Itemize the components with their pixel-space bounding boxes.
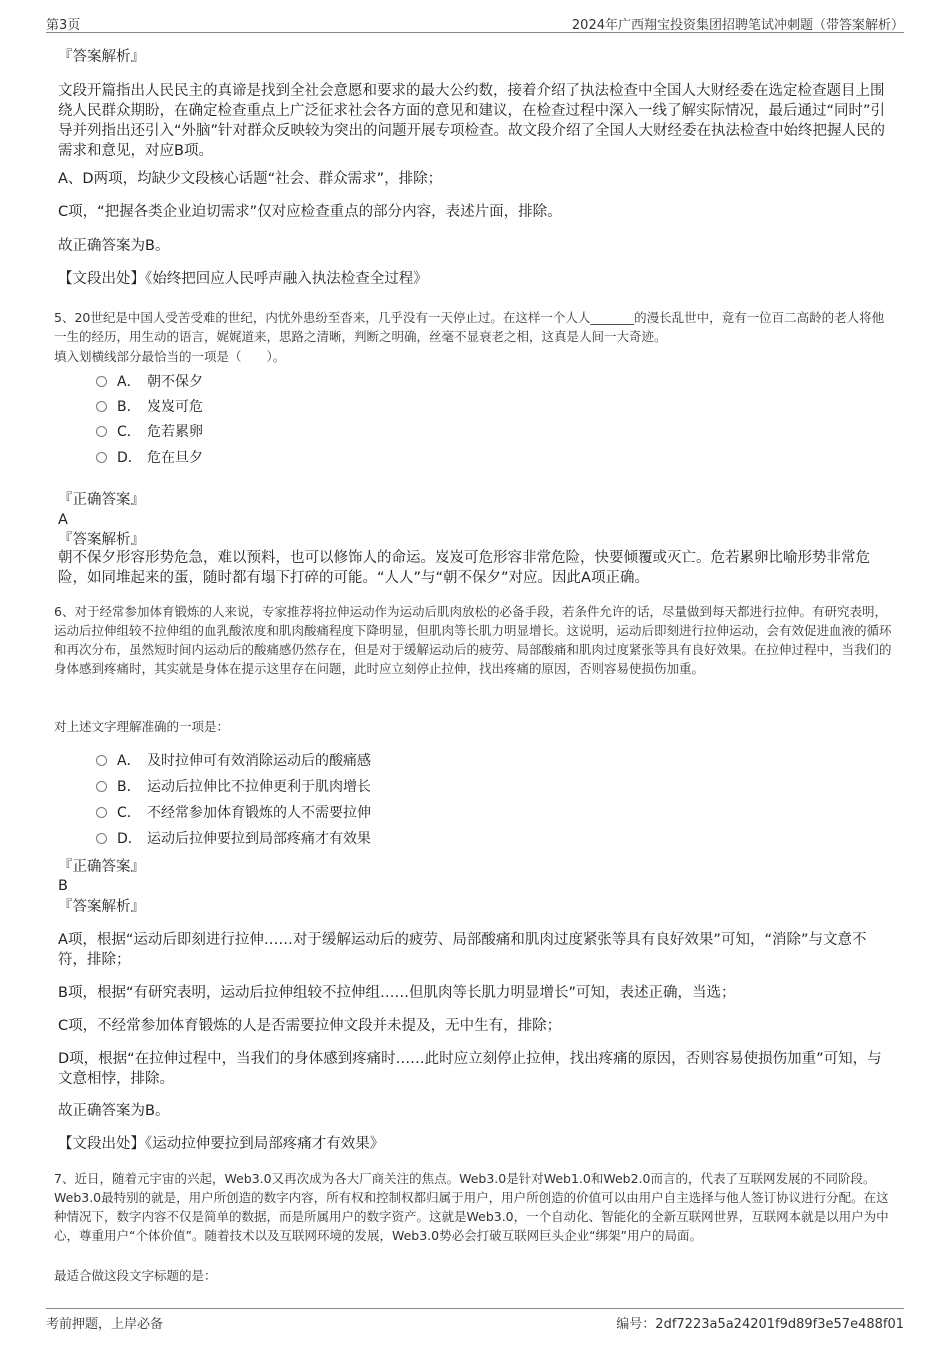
option-text: 不经常参加体育锻炼的人不需要拉伸 — [147, 805, 371, 821]
q6-option-b[interactable]: B． 运动后拉伸比不拉伸更利于肌肉增长 — [96, 777, 371, 797]
q6-answer: B — [58, 878, 68, 894]
q6-analysis-a: A项，根据“运动后即刻进行拉伸……对于缓解运动后的疲劳、局部酸痛和肌肉过度紧张等具有良好效果”可知，“消除”与文意不符，排除； — [58, 932, 867, 968]
q6-option-d[interactable]: D． 运动后拉伸要拉到局部疼痛才有效果 — [96, 829, 371, 849]
option-text: 危在旦夕 — [147, 450, 203, 466]
q5-answer: A — [58, 512, 68, 528]
q6-analysis-label: 『答案解析』 — [58, 899, 145, 915]
q4-analysis-text: 文段开篇指出人民民主的真谛是找到全社会意愿和要求的最大公约数，接着介绍了执法检查中全国人大财经委在选定检查题目上围绕人民群众期盼，在确定检查重点上广泛征求社会各方面的意见和建议，在检查过程中深入一线了解实际情况，最后通过“同时”引导并列指出还引入“外脑”针对群众反映较为突出的问题开展专项检查。故文段介绍了全国人大财经委在执法检查中始终把握人民的需求和意见，对应B项。 — [58, 83, 886, 159]
option-text: 危若累卵 — [147, 424, 203, 440]
q5-analysis: 朝不保夕形容形势危急，难以预料，也可以修饰人的命运。岌岌可危形容非常危险，快要倾覆或灭亡。危若累卵比喻形势非常危险，如同堆起来的蛋，随时都有塌下打碎的可能。“人人”与“朝不保夕”对应。因此A项正确。 — [58, 550, 870, 586]
radio-icon[interactable] — [96, 376, 107, 387]
q5-answer-label: 『正确答案』 — [58, 492, 145, 508]
page-header — [46, 8, 904, 33]
page-footer — [46, 1308, 904, 1331]
document-id: 编号：2df7223a5a24201f9d89f3e57e488f01 — [616, 1317, 904, 1332]
radio-icon[interactable] — [96, 807, 107, 818]
radio-icon[interactable] — [96, 426, 107, 437]
q7-prompt: 最适合做这段文字标题的是： — [54, 1268, 217, 1283]
q5-option-b[interactable]: B． 岌岌可危 — [96, 397, 203, 417]
footer-slogan: 考前押题，上岸必备 — [46, 1317, 164, 1332]
q4-line-c: C项，“把握各类企业迫切需求”仅对应检查重点的部分内容，表述片面，排除。 — [58, 204, 562, 220]
q6-option-a[interactable]: A． 及时拉伸可有效消除运动后的酸痛感 — [96, 751, 371, 771]
q5-option-c[interactable]: C． 危若累卵 — [96, 422, 203, 442]
radio-icon[interactable] — [96, 401, 107, 412]
radio-icon[interactable] — [96, 833, 107, 844]
q6-prompt: 对上述文字理解准确的一项是： — [54, 719, 230, 734]
q5-option-d[interactable]: D． 危在旦夕 — [96, 448, 203, 468]
q6-source: 【文段出处】《运动拉伸要拉到局部疼痛才有效果》 — [58, 1136, 385, 1152]
q5-analysis-label: 『答案解析』 — [58, 532, 145, 548]
q5-option-a[interactable]: A． 朝不保夕 — [96, 372, 203, 392]
q6-analysis-b: B项，根据“有研究表明，运动后拉伸组较不拉伸组……但肌肉等长肌力明显增长”可知，表述正确，当选； — [58, 985, 736, 1001]
q6-conclusion: 故正确答案为B。 — [58, 1103, 170, 1119]
q4-analysis-label: 『答案解析』 — [58, 49, 145, 65]
q6-analysis-d: D项，根据“在拉伸过程中，当我们的身体感到疼痛时……此时应立刻停止拉伸，找出疼痛的原因，否则容易使损伤加重”可知，与文意相悖，排除。 — [58, 1051, 882, 1087]
q5-stem: 5、20世纪是中国人受苦受难的世纪，内忧外患纷至沓来，几乎没有一天停止过。在这样一个人人_______的漫长乱世中，竟有一位百二高龄的老人将他一生的经历，用生动的语言，娓娓道来，思路之清晰，判断之明确，丝毫不显衰老之相，这真是人间一大奇迹。 — [54, 310, 885, 344]
radio-icon[interactable] — [96, 781, 107, 792]
q5-prompt: 填入划横线部分最恰当的一项是（ ）。 — [54, 349, 286, 364]
option-text: 运动后拉伸比不拉伸更利于肌肉增长 — [147, 779, 371, 795]
option-text: 及时拉伸可有效消除运动后的酸痛感 — [147, 753, 371, 769]
option-text: 岌岌可危 — [147, 399, 203, 415]
q7-stem: 7、近日，随着元宇宙的兴起，Web3.0又再次成为各大厂商关注的焦点。Web3.0是针对Web1.0和Web2.0而言的，代表了互联网发展的不同阶段。Web3.0最特别的就是，用户所创造的数字内容，所有权和控制权都归属于用户，用户所创造的价值可以由用户自主选择与他人签订协议进行分配。在这种情况下，数字内容不仅是简单的数据，而是所属用户的数字资产。这就是Web3.0，一个自动化、智能化的全新互联网世界，互联网本就是以用户为中心，尊重用户“个体价值”。随着技术以及互联网环境的发展，Web3.0势必会打破互联网巨头企业“绑架”用户的局面。 — [54, 1171, 889, 1243]
q6-stem: 6、对于经常参加体育锻炼的人来说，专家推荐将拉伸运动作为运动后肌肉放松的必备手段，若条件允许的话，尽量做到每天都进行拉伸。有研究表明，运动后拉伸组较不拉伸组的血乳酸浓度和肌肉酸痛程度下降明显，但肌肉等长肌力明显增长。这说明，运动后即刻进行拉伸运动，会有效促进血液的循环和再次分布，虽然短时间内运动后的酸痛感仍然存在，但是对于缓解运动后的疲劳、局部酸痛和肌肉过度紧张等具有良好效果。在拉伸过程中，当我们的身体感到疼痛时，其实就是身体在提示这里存在问题，此时应立刻停止拉伸，找出疼痛的原因，否则容易使损伤加重。 — [54, 604, 892, 676]
q6-analysis-c: C项，不经常参加体育锻炼的人是否需要拉伸文段并未提及，无中生有，排除； — [58, 1018, 562, 1034]
option-text: 朝不保夕 — [147, 374, 203, 390]
radio-icon[interactable] — [96, 755, 107, 766]
q6-option-c[interactable]: C． 不经常参加体育锻炼的人不需要拉伸 — [96, 803, 371, 823]
page-number: 第3页 — [46, 18, 81, 33]
document-title: 2024年广西翔宝投资集团招聘笔试冲刺题（带答案解析） — [571, 18, 904, 33]
option-text: 运动后拉伸要拉到局部疼痛才有效果 — [147, 831, 371, 847]
q6-answer-label: 『正确答案』 — [58, 859, 145, 875]
q4-conclusion: 故正确答案为B。 — [58, 238, 170, 254]
radio-icon[interactable] — [96, 452, 107, 463]
q4-source: 【文段出处】《始终把回应人民呼声融入执法检查全过程》 — [58, 271, 428, 287]
q4-line-a: A、D两项，均缺少文段核心话题“社会、群众需求”，排除； — [58, 171, 443, 187]
